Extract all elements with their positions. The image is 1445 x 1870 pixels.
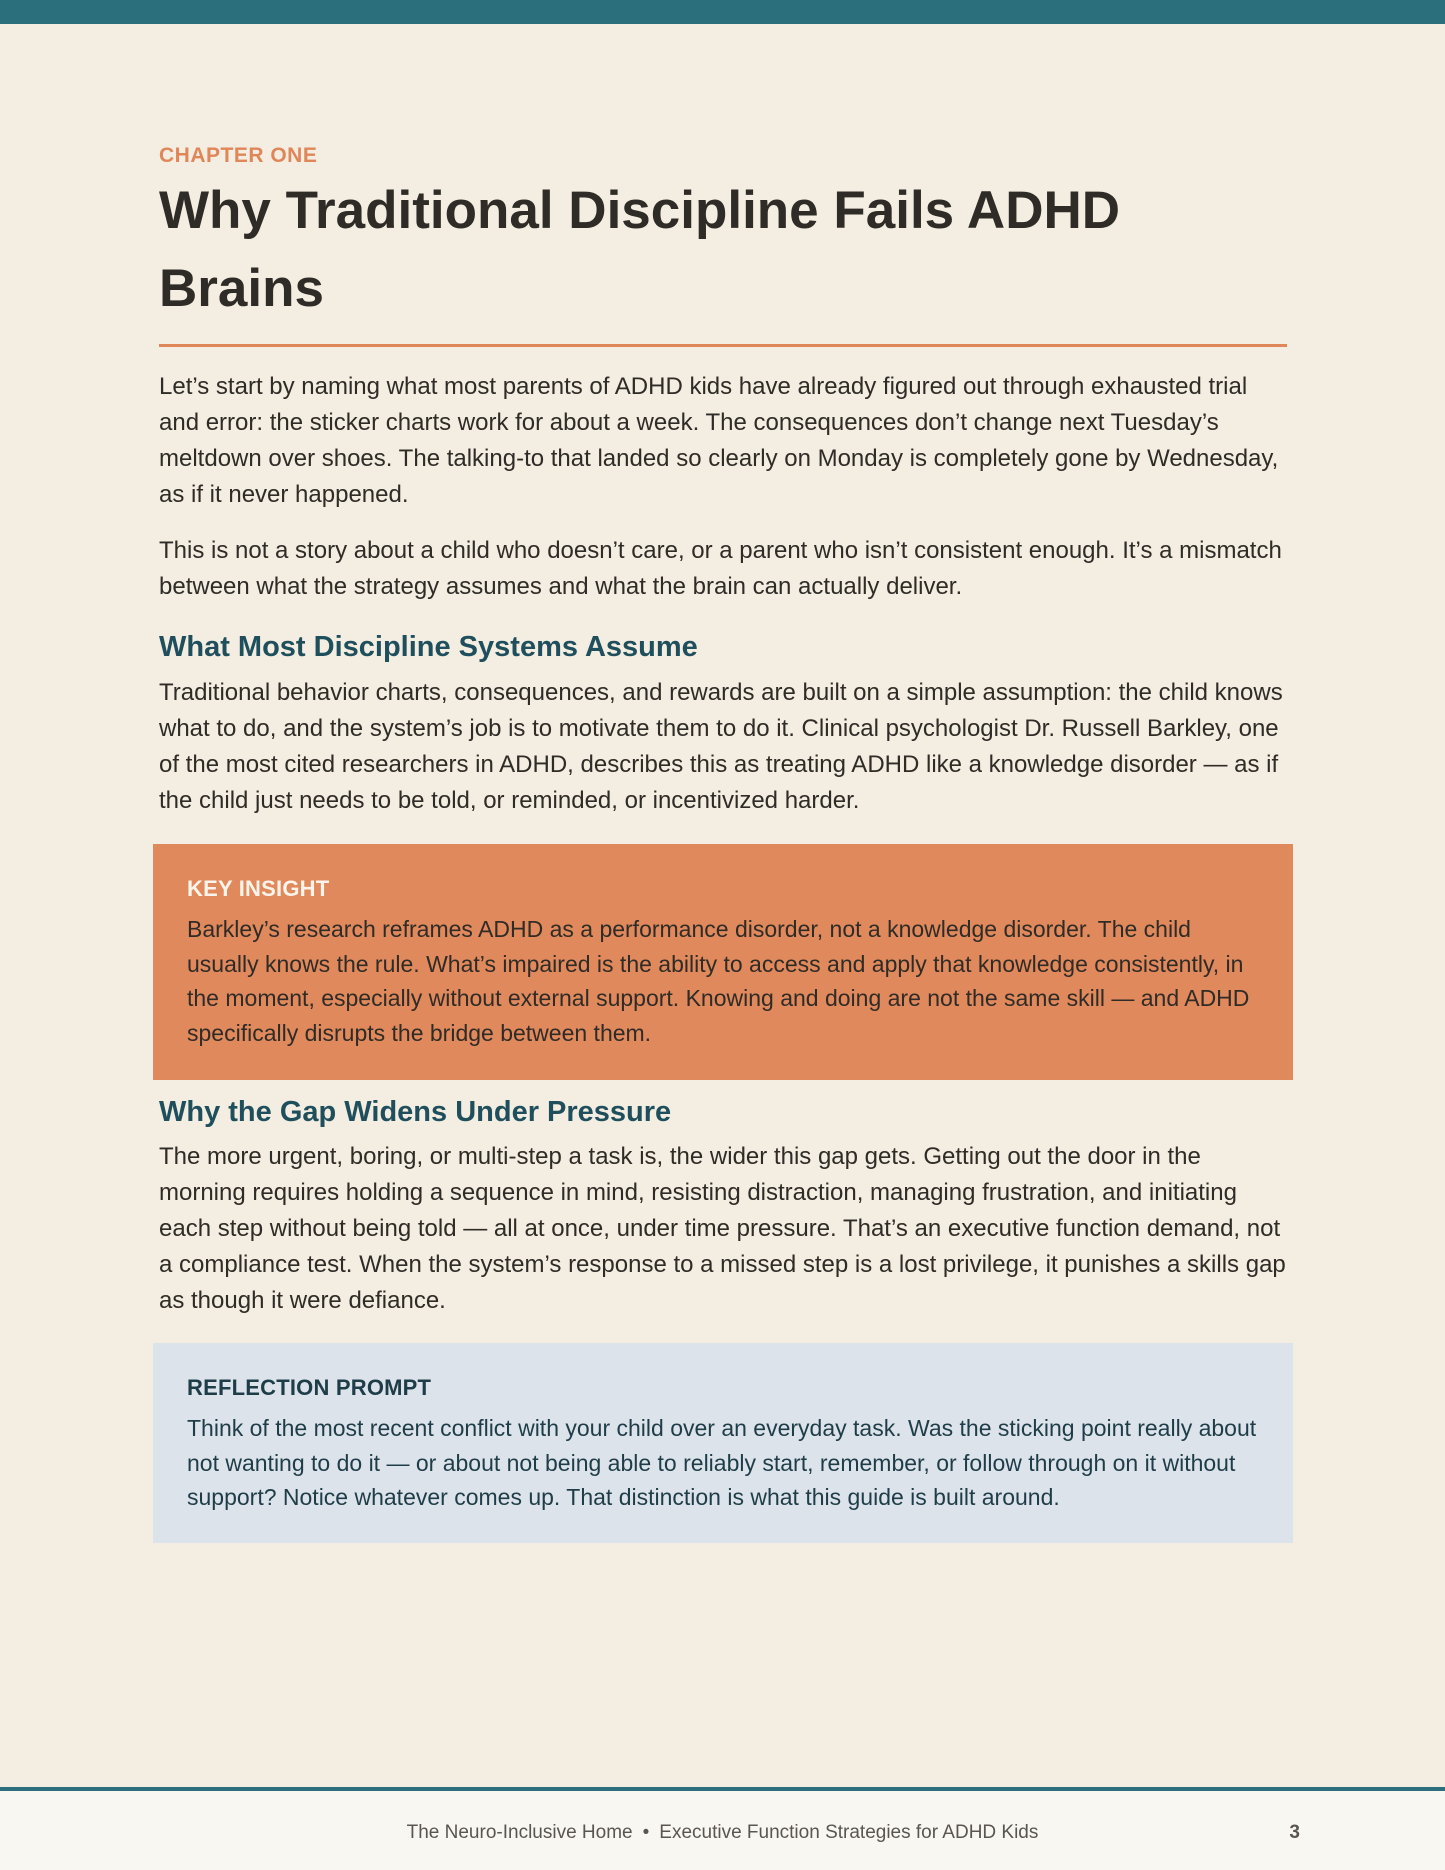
page-number: 3 [1289, 1822, 1300, 1843]
page-footer [0, 1787, 1445, 1870]
reflection-prompt-callout [153, 1343, 1293, 1543]
chapter-content [159, 140, 1287, 1543]
chapter-label: CHAPTER ONE [159, 144, 318, 167]
key-insight-label: KEY INSIGHT [187, 876, 330, 901]
intro-paragraph-2: This is not a story about a child who doesn’t care, or a parent who isn’t consistent enough. It’s a mismatch between what the strategy assumes and what the brain can actually deliver. [159, 537, 1282, 600]
section-body-pressure: The more urgent, boring, or multi-step a task is, the wider this gap gets. Getting out the door in the morning requires holding a sequence in mind, resisting distraction, managing frustration, and initiating each step without being told — all at once, under time pressure. That’s an executive function demand, not a compliance test. When the system’s response to a missed step is a lost privilege, it punishes a skills gap as though it were defiance. [159, 1143, 1286, 1314]
section-body-assumptions: Traditional behavior charts, consequences, and rewards are built on a simple assumption: the child knows what to do, and the system’s job is to motivate them to do it. Clinical psychologist Dr. Russell Barkley, one of the most cited researchers in ADHD, describes this as treating ADHD like a knowledge disorder — as if the child just needs to be told, or reminded, or incentivized harder. [159, 679, 1283, 814]
footer-running-title [0, 1821, 1445, 1845]
footer-separator: • [642, 1822, 650, 1843]
reflection-prompt-label: REFLECTION PROMPT [187, 1375, 432, 1400]
footer-subtitle: Executive Function Strategies for ADHD Kids [659, 1822, 1039, 1843]
intro-paragraph-1: Let’s start by naming what most parents of ADHD kids have already figured out through exhausted trial and error: the sticker charts work for about a week. The consequences don’t change next Tuesday’s meltdown over shoes. The talking-to that landed so clearly on Monday is completely gone by Wednesday, as if it never happened. [159, 373, 1279, 508]
section-heading-assumptions: What Most Discipline Systems Assume [159, 631, 698, 663]
top-accent-bar [0, 0, 1445, 24]
footer-book-title: The Neuro-Inclusive Home [406, 1822, 633, 1843]
key-insight-callout [153, 844, 1293, 1080]
key-insight-text: Barkley’s research reframes ADHD as a performance disorder, not a knowledge disorder. The child usually knows the rule. What’s impaired is the ability to access and apply that knowledge consistently, in the moment, especially without external support. Knowing and doing are not the same skill — and ADHD specifically disrupts the bridge between them. [187, 916, 1250, 1046]
reflection-prompt-text: Think of the most recent conflict with your child over an everyday task. Was the sticking point really about not wanting to do it — or about not being able to reliably start, remember, or follow through on it without support? Notice whatever comes up. That distinction is what this guide is built around. [187, 1415, 1257, 1510]
section-heading-pressure: Why the Gap Widens Under Pressure [159, 1096, 672, 1128]
chapter-title: Why Traditional Discipline Fails ADHD Brains [159, 172, 1287, 347]
